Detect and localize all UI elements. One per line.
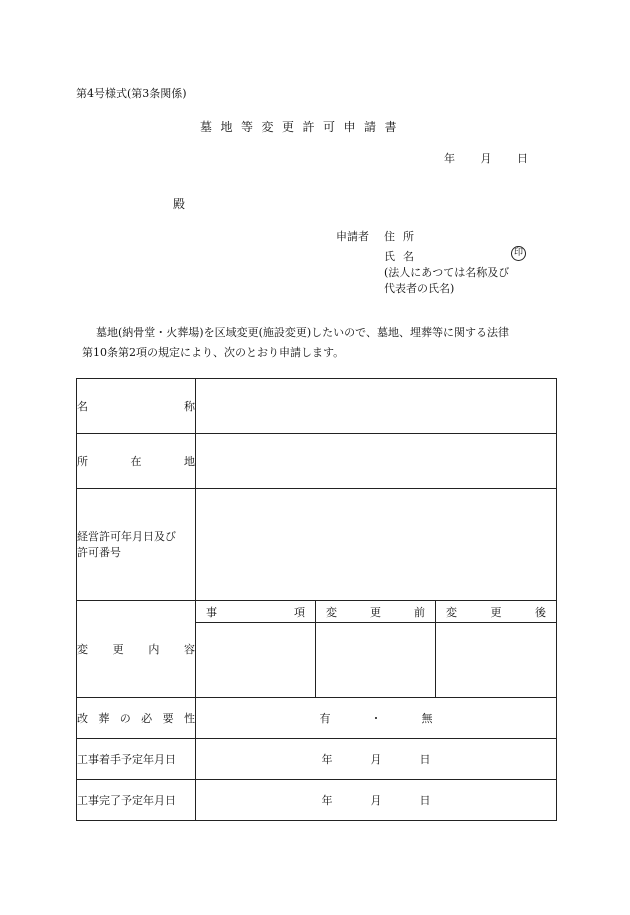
after-header bbox=[436, 601, 557, 623]
change-label-char: 容 bbox=[183, 643, 195, 656]
corporate-note-line1: (法人にあつては名称及び bbox=[384, 266, 510, 279]
change-label-cell bbox=[77, 601, 196, 698]
date-day: 日 bbox=[419, 794, 431, 807]
address-label: 住所 bbox=[384, 230, 422, 243]
location-row bbox=[77, 434, 557, 489]
completion-date-value-cell[interactable] bbox=[196, 780, 557, 821]
before-header bbox=[316, 601, 436, 623]
before-header-char: 更 bbox=[370, 605, 381, 619]
date-year: 年 bbox=[321, 794, 333, 807]
location-label-char: 地 bbox=[184, 455, 195, 468]
item-header-char: 事 bbox=[206, 605, 217, 619]
permit-label-line2: 許可番号 bbox=[77, 545, 121, 559]
completion-date-row bbox=[77, 780, 557, 821]
after-value-field[interactable] bbox=[436, 623, 557, 698]
reburial-label-char: 要 bbox=[162, 712, 174, 725]
name-label-char: 名 bbox=[77, 400, 88, 413]
reburial-option-no[interactable]: 無 bbox=[421, 712, 433, 725]
form-number: 第4号様式(第3条関係) bbox=[76, 87, 187, 100]
seal-mark: 印 bbox=[511, 246, 526, 261]
permit-value-field[interactable] bbox=[196, 489, 557, 601]
reburial-label-char: 性 bbox=[183, 712, 195, 725]
location-label-char: 所 bbox=[77, 455, 88, 468]
name-label: 氏名 bbox=[384, 250, 422, 263]
name-label-cell bbox=[77, 379, 196, 434]
date-month: 月 bbox=[370, 753, 382, 766]
name-value-field[interactable] bbox=[196, 379, 557, 434]
reburial-label-char: 必 bbox=[141, 712, 153, 725]
start-date-value-cell[interactable] bbox=[196, 739, 557, 780]
location-value-field[interactable] bbox=[196, 434, 557, 489]
reburial-label-char: の bbox=[119, 712, 131, 725]
before-header-char: 変 bbox=[326, 605, 337, 619]
reburial-label-cell bbox=[77, 698, 196, 739]
date-month: 月 bbox=[370, 794, 382, 807]
name-row bbox=[77, 379, 557, 434]
reburial-value-cell bbox=[196, 698, 557, 739]
reburial-option-yes[interactable]: 有 bbox=[319, 712, 331, 725]
change-label-char: 変 bbox=[77, 643, 88, 656]
name-label-char: 称 bbox=[184, 400, 195, 413]
applicant-label: 申請者 bbox=[336, 230, 369, 243]
reburial-row bbox=[77, 698, 557, 739]
after-header-char: 後 bbox=[535, 605, 546, 619]
item-header bbox=[196, 601, 316, 623]
reburial-label-char: 改 bbox=[77, 712, 88, 725]
application-table bbox=[76, 378, 557, 821]
date-year: 年 bbox=[321, 753, 333, 766]
change-header-row bbox=[77, 601, 557, 623]
start-date-row bbox=[77, 739, 557, 780]
item-header-char: 項 bbox=[294, 605, 305, 619]
location-label-char: 在 bbox=[130, 455, 142, 468]
item-value-field[interactable] bbox=[196, 623, 316, 698]
permit-label-line1: 経営許可年月日及び bbox=[77, 529, 176, 543]
permit-label-cell bbox=[77, 489, 196, 601]
date-line: 年 月 日 bbox=[444, 152, 528, 165]
body-text-line1: 墓地(納骨堂・火葬場)を区域変更(施設変更)したいので、墓地、埋葬等に関する法律 bbox=[96, 326, 509, 339]
addressee-suffix: 殿 bbox=[173, 197, 186, 211]
location-label-cell bbox=[77, 434, 196, 489]
start-date-label: 工事着手予定年月日 bbox=[77, 739, 196, 780]
body-text-line2: 第10条第2項の規定により、次のとおり申請します。 bbox=[82, 346, 345, 359]
reburial-label-char: 葬 bbox=[98, 712, 110, 725]
after-header-char: 変 bbox=[446, 605, 457, 619]
date-day: 日 bbox=[419, 753, 431, 766]
document-title: 墓地等変更許可申請書 bbox=[200, 120, 406, 134]
reburial-option-separator: ・ bbox=[370, 712, 382, 725]
before-value-field[interactable] bbox=[316, 623, 436, 698]
permit-row bbox=[77, 489, 557, 601]
before-header-char: 前 bbox=[414, 605, 425, 619]
change-label-char: 更 bbox=[112, 643, 124, 656]
corporate-note-line2: 代表者の氏名) bbox=[384, 282, 455, 295]
change-label-char: 内 bbox=[148, 643, 160, 656]
completion-date-label: 工事完了予定年月日 bbox=[77, 780, 196, 821]
after-header-char: 更 bbox=[490, 605, 502, 619]
